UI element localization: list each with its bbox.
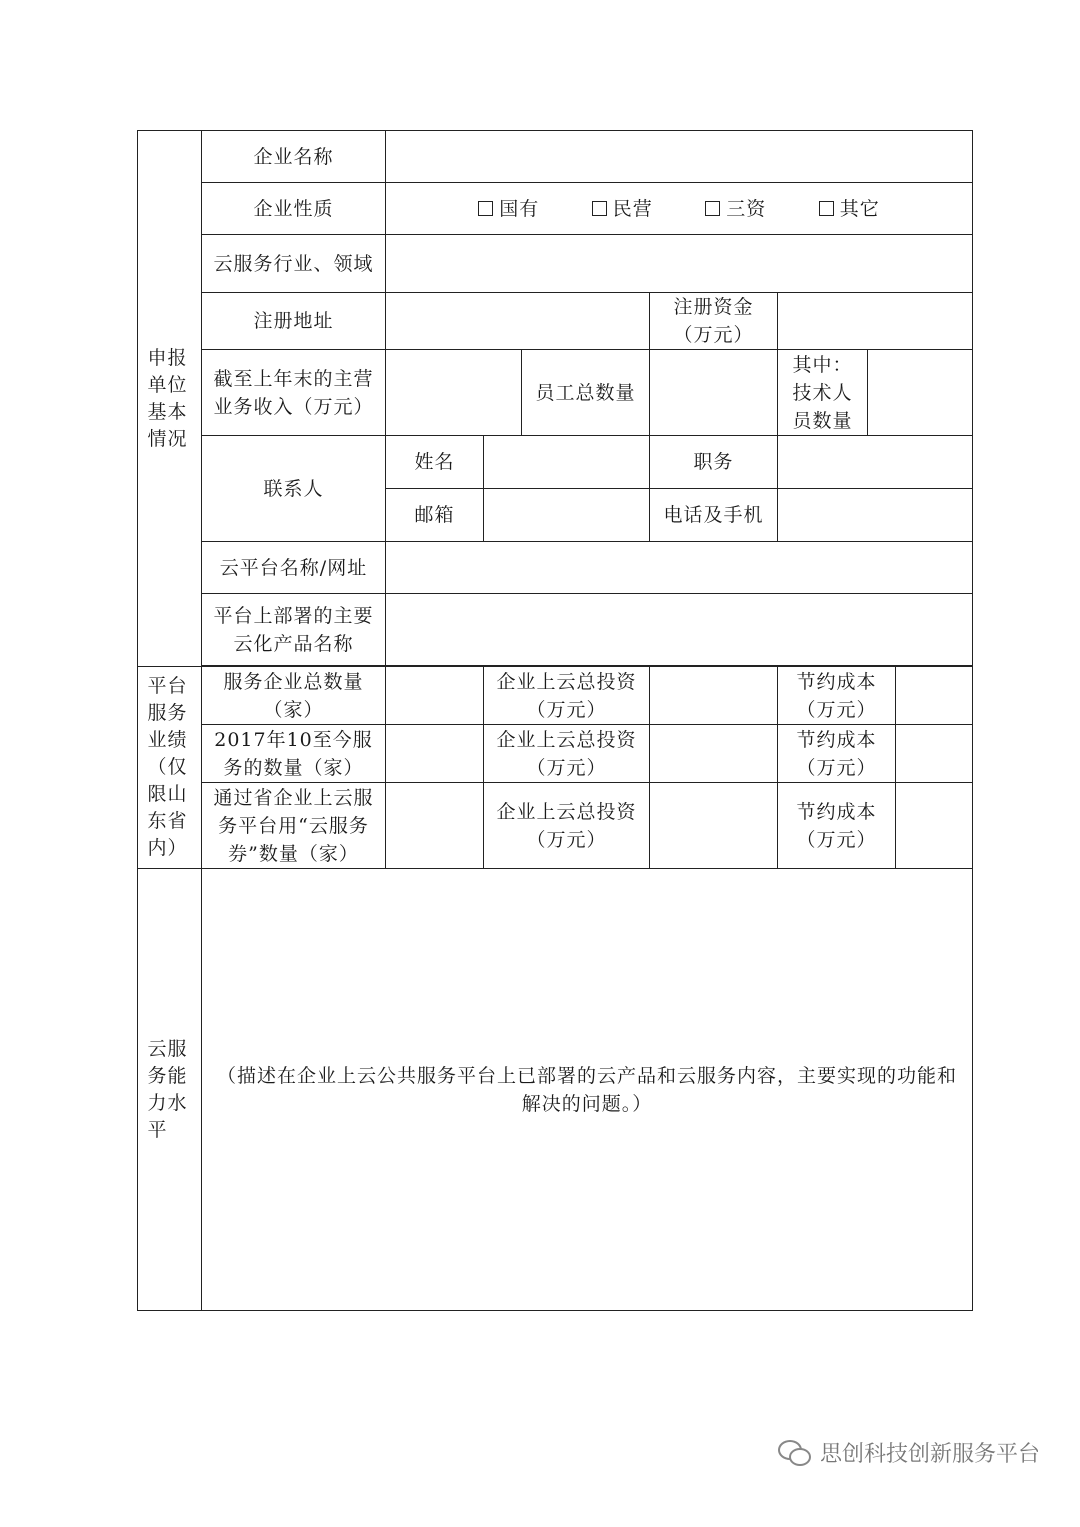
label-industry: 云服务行业、领域 [202, 235, 386, 293]
total-served-field[interactable] [386, 667, 484, 725]
label-served-since-2017: 2017年10至今服务的数量（家） [202, 725, 386, 783]
label-capital: 注册资金（万元） [650, 293, 778, 350]
position-field[interactable] [778, 436, 973, 489]
capability-description-field[interactable] [202, 869, 973, 1311]
label-phone: 电话及手机 [650, 489, 778, 542]
checkbox-icon[interactable] [819, 201, 834, 216]
section-capability: 云服务能力水平 [138, 869, 202, 1311]
label-contact: 联系人 [202, 436, 386, 542]
checkbox-icon[interactable] [478, 201, 493, 216]
label-total-served: 服务企业总数量（家） [202, 667, 386, 725]
employees-field[interactable] [650, 350, 778, 436]
label-position: 职务 [650, 436, 778, 489]
section-performance: 平台服务业绩（仅限山东省内） [138, 667, 202, 869]
checkbox-icon[interactable] [592, 201, 607, 216]
voucher-count-field[interactable] [386, 783, 484, 869]
capability-hint: （描述在企业上云公共服务平台上已部署的云产品和云服务内容，主要实现的功能和解决的问题。） [217, 1064, 958, 1115]
label-investment: 企业上云总投资（万元） [484, 725, 650, 783]
tech-staff-field[interactable] [868, 350, 973, 436]
label-products: 平台上部署的主要云化产品名称 [202, 594, 386, 666]
label-saving: 节约成本（万元） [778, 667, 896, 725]
checkbox-icon[interactable] [705, 201, 720, 216]
company-nature-options [386, 183, 973, 235]
company-name-field[interactable] [386, 131, 973, 183]
label-voucher-count: 通过省企业上云服务平台用“云服务券”数量（家） [202, 783, 386, 869]
capital-field[interactable] [778, 293, 973, 350]
investment-field[interactable] [650, 667, 778, 725]
name-field[interactable] [484, 436, 650, 489]
products-field[interactable] [386, 594, 973, 666]
saving-field[interactable] [896, 783, 973, 869]
label-address: 注册地址 [202, 293, 386, 350]
wechat-icon [778, 1440, 812, 1466]
watermark-text: 思创科技创新服务平台 [819, 1442, 1040, 1467]
section-basic-info: 申报单位基本情况 [138, 131, 202, 667]
option-foreign[interactable]: 三资 [705, 195, 766, 223]
label-saving: 节约成本（万元） [778, 725, 896, 783]
option-other[interactable]: 其它 [819, 195, 880, 223]
label-tech-staff: 其中：技术人员数量 [778, 350, 868, 436]
application-form [137, 130, 973, 1311]
label-platform: 云平台名称/网址 [202, 542, 386, 594]
saving-field[interactable] [896, 725, 973, 783]
platform-field[interactable] [386, 542, 973, 594]
email-field[interactable] [484, 489, 650, 542]
watermark [778, 1437, 1040, 1468]
served-since-2017-field[interactable] [386, 725, 484, 783]
label-company-nature: 企业性质 [202, 183, 386, 235]
label-company-name: 企业名称 [202, 131, 386, 183]
investment-field[interactable] [650, 725, 778, 783]
address-field[interactable] [386, 293, 650, 350]
label-name: 姓名 [386, 436, 484, 489]
saving-field[interactable] [896, 667, 973, 725]
label-saving: 节约成本（万元） [778, 783, 896, 869]
label-investment: 企业上云总投资（万元） [484, 667, 650, 725]
phone-field[interactable] [778, 489, 973, 542]
industry-field[interactable] [386, 235, 973, 293]
label-employees: 员工总数量 [522, 350, 650, 436]
label-revenue: 截至上年末的主营业务收入（万元） [202, 350, 386, 436]
revenue-field[interactable] [386, 350, 522, 436]
label-investment: 企业上云总投资（万元） [484, 783, 650, 869]
investment-field[interactable] [650, 783, 778, 869]
option-private[interactable]: 民营 [592, 195, 653, 223]
label-email: 邮箱 [386, 489, 484, 542]
option-state-owned[interactable]: 国有 [478, 195, 539, 223]
